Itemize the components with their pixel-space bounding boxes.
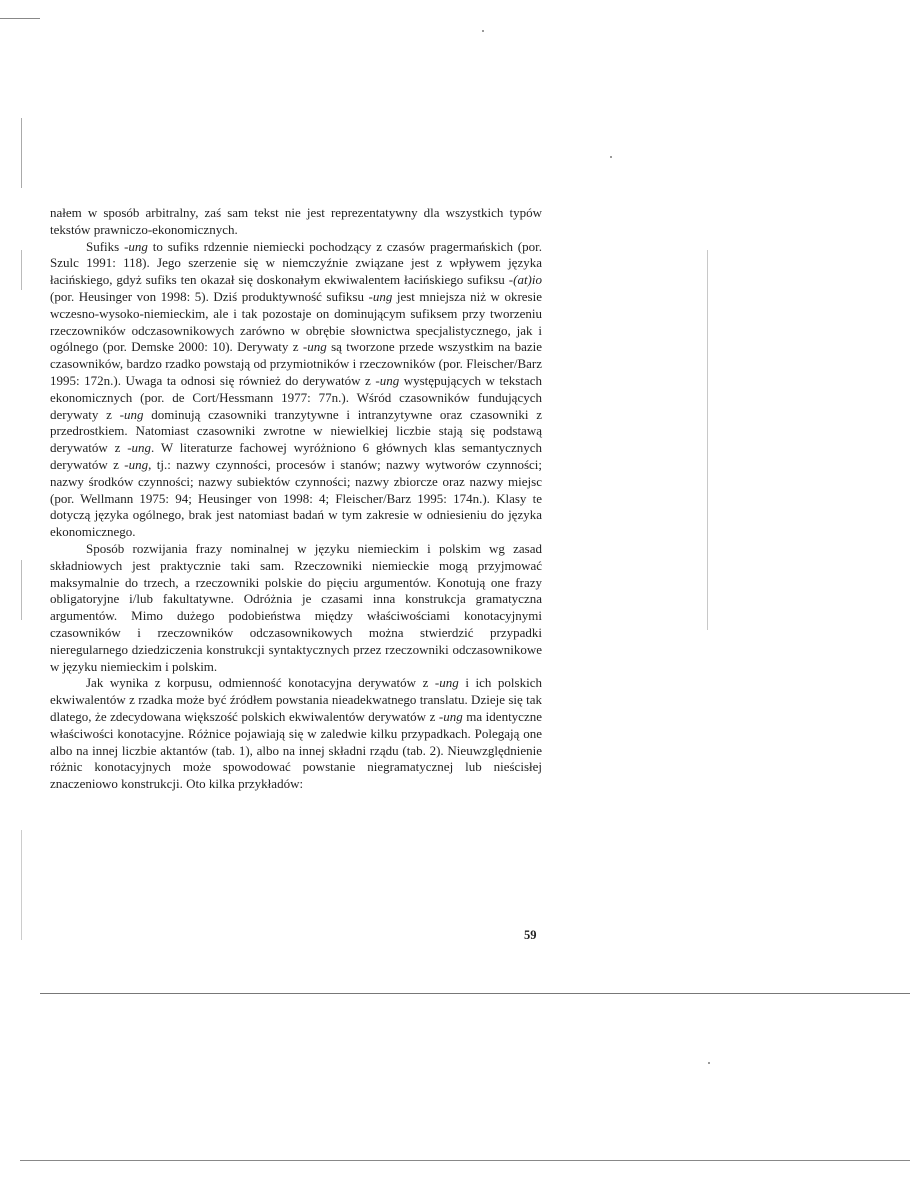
scan-left-margin-line-2 (21, 250, 22, 290)
scan-left-margin-line (21, 118, 22, 188)
scan-left-margin-line-3 (21, 560, 22, 620)
scan-speck (482, 30, 484, 32)
suffix-term: -ung (127, 440, 152, 456)
suffix-term: -ung (119, 406, 144, 422)
suffix-term: -ung (302, 339, 327, 355)
paragraph-nominal-phrase: Sposób rozwijania frazy nominalnej w języku niemieckim i polskim wg zasad składniowych jest praktycznie taki sam. Rzeczowniki niemieckie mogą przyjmować maksymalnie do trzech, a rzeczowniki polskie do pięciu argumentów. Konotują one frazy obligatoryjne i/lub fakultatywne. Odróżnia je czasami inna konstrukcja gramatyczna argumentów. Mimo dużego podobieństwa między właściwościami konotacyjnymi czasowników i rzeczowników odczasownikowych można stwierdzić przypadki nieregularnego dziedziczenia konstrukcji syntaktycznych przez rzeczowniki odczasownikowe w języku niemieckim i polskim. (50, 540, 542, 674)
body-text (50, 205, 542, 793)
scan-speck-3 (708, 1062, 710, 1064)
suffix-term: -ung (438, 708, 463, 724)
paragraph-ung-suffix: Sufiks -ung to sufiks rdzennie niemiecki pochodzący z czasów pragermańskich (por. Szulc 1991: 118). Jego szerzenie się w niemczyźnie związane jest z wpływem języka łacińskiego, gdyż sufiks ten okazał się doskonałym ekwiwalentem łacińskiego sufiksu -(at)io (por. Heusinger von 1998: 5). Dziś produktywność sufiksu -ung jest mniejsza niż w okresie wczesno-wysoko-niemieckim, ale i tak pozostaje on dominującym sufiksem przy tworzeniu rzeczowników odczasownikowych zarówno w obrębie słownictwa specjalistycznego, jak i ogólnego (por. Demske 2000: 10). Derywaty z -ung są tworzone przede wszystkim na bazie czasowników, bardzo rzadko powstają od przymiotników i rzeczowników (por. Fleischer/Barz 1995: 172n.). Uwaga ta odnosi się również do derywatów z -ung występujących w tekstach ekonomicznych (por. de Cort/Hessmann 1977: 77n.). Wśród czasowników fundujących derywaty z -ung dominują czasowniki tranzytywne i intranzytywne oraz czasowniki z przedrostkiem. Natomiast czasowniki zwrotne w niewielkiej liczbie stają się podstawą derywatów z -ung. W literaturze fachowej wyróżniono 6 głównych klas semantycznych derywatów z -ung, tj.: nazwy czynności, procesów i stanów; nazwy wytworów czynności; nazwy środków czynności; nazwy subiektów czynności; nazwy zbiorcze oraz nazwy miejsc (por. Wellmann 1975: 94; Heusinger von 1998: 4; Fleischer/Barz 1995: 174n.). Klasy te dotyczą języka ogólnego, brak jest natomiast badań w tym zakresie w odniesieniu do języka ekonomicznego. (50, 238, 543, 540)
paragraph-corpus: Jak wynika z korpusu, odmienność konotacyjna derywatów z -ung i ich polskich ekwiwalentów z rzadka może być źródłem powstania nieadekwatnego translatu. Dzieje się tak dlatego, że zdecydowana większość polskich ekwiwalentów derywatów z -ung ma identyczne właściwości konotacyjne. Różnice pojawiają się w zaledwie kilku przypadkach. Polegają one albo na innej liczbie aktantów (tab. 1), albo na innej składni rządu (tab. 2). Nieuwzględnienie różnic konotacyjnych może spowodować powstanie niegramatycznej lub nieścisłej znaczeniowo konstrukcji. Oto kilka przykładów: (50, 675, 542, 792)
suffix-term: -ung (368, 288, 393, 304)
scan-bottom-line-2 (20, 1160, 910, 1161)
paragraph-continuation: nałem w sposób arbitralny, zaś sam tekst nie jest reprezentatywny dla wszystkich typów tekstów prawniczo-ekonomicznych. (50, 205, 542, 237)
suffix-term: -ung (124, 238, 148, 254)
scan-speck-2 (610, 156, 612, 158)
scan-right-margin-line (707, 250, 708, 630)
scan-bottom-line (40, 993, 910, 994)
scan-left-margin-line-4 (21, 830, 22, 940)
page-number: 59 (524, 928, 537, 942)
suffix-term: -(at)io (508, 272, 542, 288)
suffix-term: -ung (124, 456, 149, 472)
suffix-term: -ung (434, 675, 459, 691)
suffix-term: -ung (375, 372, 400, 388)
scan-top-left-line (0, 18, 40, 19)
